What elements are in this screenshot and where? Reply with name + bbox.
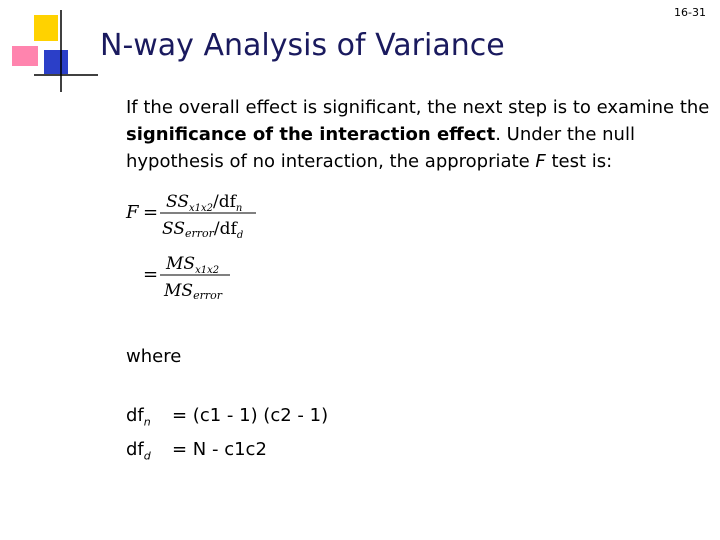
definition-label bbox=[126, 436, 172, 470]
formula-den1-sub: error bbox=[185, 227, 214, 240]
slide-number: 16-31 bbox=[674, 6, 706, 19]
body-paragraph bbox=[126, 94, 711, 175]
formula-num2-sub: x1x2 bbox=[195, 265, 220, 276]
slide-title: N-way Analysis of Variance bbox=[100, 28, 505, 63]
paragraph-bold-text: significance of the interaction effect bbox=[126, 124, 496, 145]
f-test-formula bbox=[126, 188, 296, 306]
definition-row-dfn bbox=[126, 402, 328, 436]
formula-num1-base: SS bbox=[166, 192, 189, 212]
formula-denominator-2 bbox=[163, 281, 223, 302]
definition-expression: = N - c1c2 bbox=[172, 438, 267, 460]
formula-den2-base: MS bbox=[164, 281, 194, 301]
paragraph-text-2: . Under the null hypothesis of no interaction, the appropriate bbox=[126, 124, 635, 172]
formula-f: F bbox=[126, 202, 139, 223]
def-label-text: df bbox=[126, 405, 144, 426]
formula-num1-sub: x1x2 bbox=[189, 203, 214, 214]
formula-numerator-1 bbox=[166, 192, 242, 214]
formula-den1-tail-sub: d bbox=[236, 230, 244, 241]
formula-den2-sub: error bbox=[193, 289, 222, 302]
formula-den1-base: SS bbox=[162, 219, 185, 239]
formula-num2-base: MS bbox=[166, 254, 196, 274]
paragraph-text-1: If the overall effect is significant, the next step is to examine the bbox=[126, 97, 710, 118]
def-label-sub: d bbox=[143, 449, 151, 463]
formula-num1-tail-sub: n bbox=[235, 203, 243, 214]
formula-equals-2: = bbox=[143, 264, 159, 285]
formula-numerator-2 bbox=[165, 254, 219, 276]
paragraph-text-3: test is: bbox=[545, 151, 613, 172]
def-label-sub: n bbox=[143, 415, 151, 429]
formula-den1-tail: /df bbox=[213, 219, 237, 239]
formula-num1-tail: /df bbox=[213, 192, 236, 212]
where-label: where bbox=[126, 346, 182, 367]
degrees-of-freedom-definitions bbox=[126, 402, 328, 469]
formula-denominator-1 bbox=[162, 219, 243, 241]
paragraph-italic-f: F bbox=[535, 151, 546, 172]
definition-label bbox=[126, 402, 172, 436]
def-label-text: df bbox=[126, 438, 144, 460]
formula-equals-1: = bbox=[143, 202, 159, 223]
definition-row-dfd bbox=[126, 436, 328, 470]
definition-expression: = (c1 - 1) (c2 - 1) bbox=[172, 405, 329, 426]
slide-logo-decoration bbox=[0, 0, 100, 100]
